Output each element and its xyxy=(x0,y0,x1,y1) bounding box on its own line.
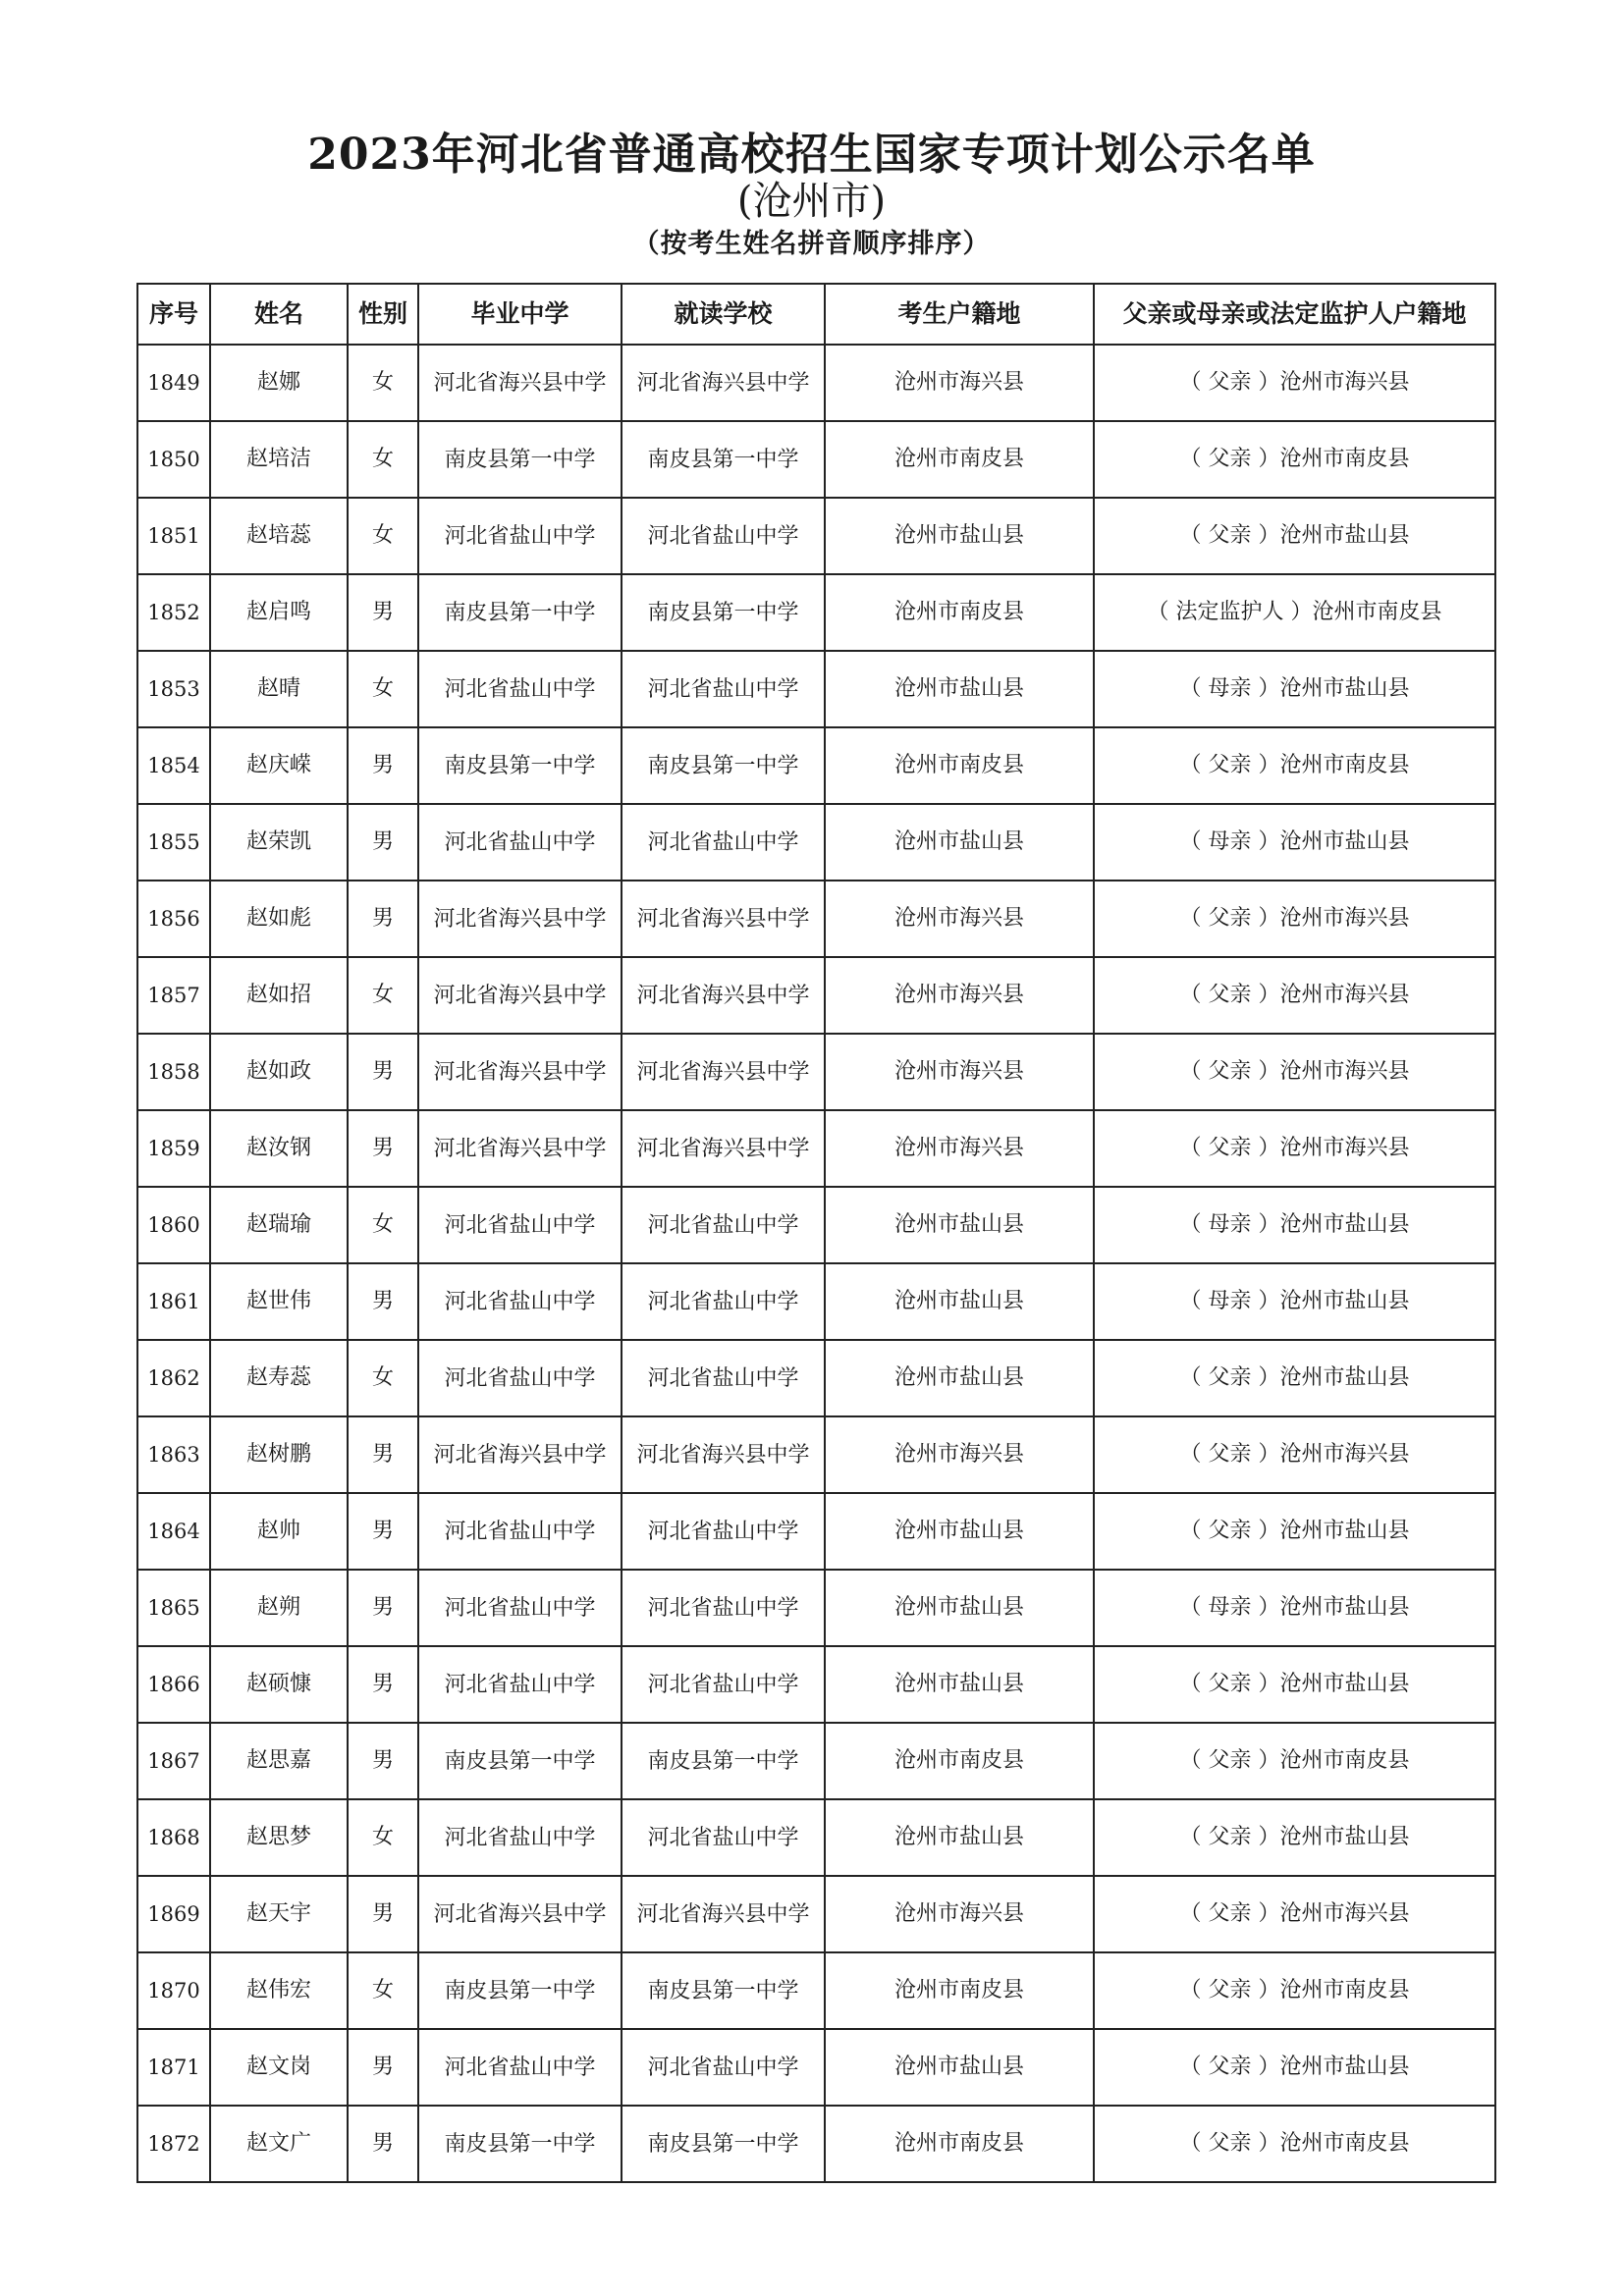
cell-gender: 男 xyxy=(348,1646,418,1723)
cell-study-school: 河北省海兴县中学 xyxy=(622,1876,825,1952)
cell-parent-hukou: （ 父亲 ）沧州市盐山县 xyxy=(1094,1646,1495,1723)
cell-grad-school: 河北省盐山中学 xyxy=(418,1799,622,1876)
table-row xyxy=(137,1263,1495,1340)
table-row xyxy=(137,1340,1495,1416)
cell-gender: 男 xyxy=(348,804,418,881)
table-row xyxy=(137,1493,1495,1570)
cell-hukou: 沧州市盐山县 xyxy=(825,1187,1094,1263)
cell-parent-hukou: （ 母亲 ）沧州市盐山县 xyxy=(1094,1570,1495,1646)
cell-name: 赵汝钢 xyxy=(210,1110,348,1187)
cell-name: 赵硕慷 xyxy=(210,1646,348,1723)
table-row xyxy=(137,2106,1495,2182)
cell-name: 赵文广 xyxy=(210,2106,348,2182)
cell-hukou: 沧州市盐山县 xyxy=(825,651,1094,727)
cell-grad-school: 南皮县第一中学 xyxy=(418,1723,622,1799)
cell-hukou: 沧州市盐山县 xyxy=(825,1570,1094,1646)
cell-grad-school: 南皮县第一中学 xyxy=(418,1952,622,2029)
cell-gender: 女 xyxy=(348,1952,418,2029)
cell-study-school: 南皮县第一中学 xyxy=(622,574,825,651)
cell-no: 1857 xyxy=(137,957,210,1034)
cell-name: 赵朔 xyxy=(210,1570,348,1646)
cell-grad-school: 河北省盐山中学 xyxy=(418,1263,622,1340)
sort-note: （按考生姓名拼音顺序排序） xyxy=(632,229,991,259)
cell-grad-school: 南皮县第一中学 xyxy=(418,2106,622,2182)
cell-parent-hukou: （ 父亲 ）沧州市南皮县 xyxy=(1094,2106,1495,2182)
cell-grad-school: 河北省盐山中学 xyxy=(418,1187,622,1263)
cell-no: 1864 xyxy=(137,1493,210,1570)
column-header-grad-school: 毕业中学 xyxy=(418,284,622,345)
cell-no: 1862 xyxy=(137,1340,210,1416)
cell-hukou: 沧州市南皮县 xyxy=(825,421,1094,498)
cell-no: 1855 xyxy=(137,804,210,881)
cell-hukou: 沧州市海兴县 xyxy=(825,1416,1094,1493)
cell-name: 赵如政 xyxy=(210,1034,348,1110)
table-row xyxy=(137,498,1495,574)
cell-gender: 女 xyxy=(348,1340,418,1416)
cell-grad-school: 南皮县第一中学 xyxy=(418,421,622,498)
table-row xyxy=(137,1952,1495,2029)
cell-name: 赵伟宏 xyxy=(210,1952,348,2029)
cell-study-school: 河北省盐山中学 xyxy=(622,1493,825,1570)
cell-no: 1870 xyxy=(137,1952,210,2029)
table-row xyxy=(137,2029,1495,2106)
cell-study-school: 河北省盐山中学 xyxy=(622,1263,825,1340)
cell-grad-school: 河北省海兴县中学 xyxy=(418,1416,622,1493)
cell-gender: 男 xyxy=(348,1416,418,1493)
cell-name: 赵如招 xyxy=(210,957,348,1034)
cell-gender: 女 xyxy=(348,345,418,421)
cell-grad-school: 河北省盐山中学 xyxy=(418,2029,622,2106)
cell-parent-hukou: （ 父亲 ）沧州市盐山县 xyxy=(1094,1340,1495,1416)
cell-no: 1858 xyxy=(137,1034,210,1110)
cell-gender: 男 xyxy=(348,1876,418,1952)
cell-gender: 男 xyxy=(348,1263,418,1340)
cell-grad-school: 河北省盐山中学 xyxy=(418,498,622,574)
cell-hukou: 沧州市盐山县 xyxy=(825,2029,1094,2106)
table-row xyxy=(137,727,1495,804)
cell-hukou: 沧州市南皮县 xyxy=(825,727,1094,804)
cell-grad-school: 河北省海兴县中学 xyxy=(418,881,622,957)
cell-study-school: 南皮县第一中学 xyxy=(622,727,825,804)
cell-name: 赵娜 xyxy=(210,345,348,421)
cell-parent-hukou: （ 父亲 ）沧州市海兴县 xyxy=(1094,1416,1495,1493)
cell-name: 赵天宇 xyxy=(210,1876,348,1952)
cell-parent-hukou: （ 父亲 ）沧州市海兴县 xyxy=(1094,1110,1495,1187)
cell-hukou: 沧州市海兴县 xyxy=(825,1110,1094,1187)
cell-hukou: 沧州市海兴县 xyxy=(825,957,1094,1034)
cell-name: 赵瑞瑜 xyxy=(210,1187,348,1263)
cell-name: 赵树鹏 xyxy=(210,1416,348,1493)
cell-study-school: 河北省盐山中学 xyxy=(622,2029,825,2106)
cell-hukou: 沧州市南皮县 xyxy=(825,1952,1094,2029)
cell-parent-hukou: （ 父亲 ）沧州市海兴县 xyxy=(1094,881,1495,957)
cell-hukou: 沧州市海兴县 xyxy=(825,1034,1094,1110)
cell-hukou: 沧州市海兴县 xyxy=(825,345,1094,421)
cell-gender: 女 xyxy=(348,498,418,574)
cell-gender: 男 xyxy=(348,2106,418,2182)
cell-name: 赵庆嵘 xyxy=(210,727,348,804)
cell-name: 赵启鸣 xyxy=(210,574,348,651)
cell-grad-school: 南皮县第一中学 xyxy=(418,727,622,804)
table-row xyxy=(137,345,1495,421)
cell-hukou: 沧州市海兴县 xyxy=(825,1876,1094,1952)
table-row xyxy=(137,1570,1495,1646)
table-row xyxy=(137,1416,1495,1493)
cell-hukou: 沧州市盐山县 xyxy=(825,1340,1094,1416)
cell-parent-hukou: （ 父亲 ）沧州市南皮县 xyxy=(1094,1952,1495,2029)
cell-gender: 男 xyxy=(348,1034,418,1110)
cell-hukou: 沧州市南皮县 xyxy=(825,2106,1094,2182)
cell-study-school: 河北省盐山中学 xyxy=(622,804,825,881)
cell-study-school: 河北省盐山中学 xyxy=(622,1646,825,1723)
cell-hukou: 沧州市盐山县 xyxy=(825,804,1094,881)
cell-study-school: 南皮县第一中学 xyxy=(622,1723,825,1799)
table-row xyxy=(137,1646,1495,1723)
header-row xyxy=(137,284,1495,345)
cell-grad-school: 河北省海兴县中学 xyxy=(418,1034,622,1110)
column-header-no: 序号 xyxy=(137,284,210,345)
cell-hukou: 沧州市盐山县 xyxy=(825,1263,1094,1340)
cell-no: 1854 xyxy=(137,727,210,804)
table-row xyxy=(137,804,1495,881)
table-row xyxy=(137,574,1495,651)
table-row xyxy=(137,1799,1495,1876)
table-row xyxy=(137,1723,1495,1799)
cell-study-school: 河北省盐山中学 xyxy=(622,651,825,727)
column-header-parent-hukou: 父亲或母亲或法定监护人户籍地 xyxy=(1094,284,1495,345)
cell-study-school: 河北省盐山中学 xyxy=(622,1187,825,1263)
cell-grad-school: 河北省盐山中学 xyxy=(418,1570,622,1646)
cell-gender: 男 xyxy=(348,727,418,804)
cell-gender: 男 xyxy=(348,1110,418,1187)
table-row xyxy=(137,651,1495,727)
cell-parent-hukou: （ 父亲 ）沧州市盐山县 xyxy=(1094,1799,1495,1876)
cell-name: 赵寿蕊 xyxy=(210,1340,348,1416)
cell-name: 赵如彪 xyxy=(210,881,348,957)
cell-parent-hukou: （ 父亲 ）沧州市南皮县 xyxy=(1094,421,1495,498)
cell-study-school: 河北省盐山中学 xyxy=(622,1340,825,1416)
cell-study-school: 河北省盐山中学 xyxy=(622,1570,825,1646)
cell-grad-school: 河北省盐山中学 xyxy=(418,1646,622,1723)
cell-gender: 女 xyxy=(348,421,418,498)
cell-no: 1871 xyxy=(137,2029,210,2106)
cell-hukou: 沧州市盐山县 xyxy=(825,498,1094,574)
cell-gender: 男 xyxy=(348,574,418,651)
cell-grad-school: 河北省盐山中学 xyxy=(418,1340,622,1416)
cell-no: 1849 xyxy=(137,345,210,421)
page-subtitle: (沧州市) xyxy=(736,179,887,224)
cell-name: 赵帅 xyxy=(210,1493,348,1570)
cell-no: 1872 xyxy=(137,2106,210,2182)
cell-gender: 男 xyxy=(348,1723,418,1799)
cell-study-school: 南皮县第一中学 xyxy=(622,2106,825,2182)
cell-no: 1869 xyxy=(137,1876,210,1952)
cell-name: 赵思嘉 xyxy=(210,1723,348,1799)
cell-grad-school: 河北省海兴县中学 xyxy=(418,345,622,421)
cell-grad-school: 河北省盐山中学 xyxy=(418,1493,622,1570)
cell-grad-school: 南皮县第一中学 xyxy=(418,574,622,651)
cell-gender: 男 xyxy=(348,1493,418,1570)
cell-gender: 男 xyxy=(348,1570,418,1646)
table-body xyxy=(137,345,1495,2182)
cell-no: 1850 xyxy=(137,421,210,498)
cell-name: 赵培洁 xyxy=(210,421,348,498)
cell-name: 赵文岗 xyxy=(210,2029,348,2106)
cell-hukou: 沧州市海兴县 xyxy=(825,881,1094,957)
cell-hukou: 沧州市南皮县 xyxy=(825,1723,1094,1799)
table-header xyxy=(137,284,1495,345)
cell-study-school: 河北省海兴县中学 xyxy=(622,1034,825,1110)
cell-study-school: 河北省海兴县中学 xyxy=(622,345,825,421)
cell-parent-hukou: （ 父亲 ）沧州市南皮县 xyxy=(1094,727,1495,804)
roster-table xyxy=(136,283,1496,2183)
cell-gender: 女 xyxy=(348,1187,418,1263)
cell-study-school: 河北省盐山中学 xyxy=(622,1799,825,1876)
cell-study-school: 南皮县第一中学 xyxy=(622,1952,825,2029)
cell-no: 1867 xyxy=(137,1723,210,1799)
cell-no: 1861 xyxy=(137,1263,210,1340)
cell-no: 1866 xyxy=(137,1646,210,1723)
cell-grad-school: 河北省海兴县中学 xyxy=(418,957,622,1034)
cell-parent-hukou: （ 父亲 ）沧州市盐山县 xyxy=(1094,2029,1495,2106)
cell-grad-school: 河北省海兴县中学 xyxy=(418,1876,622,1952)
cell-parent-hukou: （ 父亲 ）沧州市海兴县 xyxy=(1094,957,1495,1034)
cell-gender: 女 xyxy=(348,957,418,1034)
cell-parent-hukou: （ 母亲 ）沧州市盐山县 xyxy=(1094,804,1495,881)
cell-no: 1859 xyxy=(137,1110,210,1187)
cell-hukou: 沧州市盐山县 xyxy=(825,1646,1094,1723)
cell-name: 赵晴 xyxy=(210,651,348,727)
cell-parent-hukou: （ 父亲 ）沧州市盐山县 xyxy=(1094,498,1495,574)
table-row xyxy=(137,1876,1495,1952)
column-header-study-school: 就读学校 xyxy=(622,284,825,345)
cell-no: 1860 xyxy=(137,1187,210,1263)
cell-hukou: 沧州市盐山县 xyxy=(825,1799,1094,1876)
column-header-gender: 性别 xyxy=(348,284,418,345)
cell-parent-hukou: （ 父亲 ）沧州市海兴县 xyxy=(1094,345,1495,421)
cell-no: 1853 xyxy=(137,651,210,727)
cell-name: 赵世伟 xyxy=(210,1263,348,1340)
cell-parent-hukou: （ 父亲 ）沧州市盐山县 xyxy=(1094,1493,1495,1570)
table-row xyxy=(137,421,1495,498)
cell-study-school: 河北省海兴县中学 xyxy=(622,881,825,957)
cell-parent-hukou: （ 父亲 ）沧州市海兴县 xyxy=(1094,1876,1495,1952)
cell-gender: 男 xyxy=(348,2029,418,2106)
cell-grad-school: 河北省盐山中学 xyxy=(418,651,622,727)
cell-parent-hukou: （ 母亲 ）沧州市盐山县 xyxy=(1094,1187,1495,1263)
cell-study-school: 河北省海兴县中学 xyxy=(622,1416,825,1493)
table-row xyxy=(137,1187,1495,1263)
cell-hukou: 沧州市南皮县 xyxy=(825,574,1094,651)
cell-study-school: 河北省海兴县中学 xyxy=(622,957,825,1034)
column-header-hukou: 考生户籍地 xyxy=(825,284,1094,345)
table-row xyxy=(137,1110,1495,1187)
cell-grad-school: 河北省海兴县中学 xyxy=(418,1110,622,1187)
cell-parent-hukou: （ 父亲 ）沧州市海兴县 xyxy=(1094,1034,1495,1110)
cell-study-school: 南皮县第一中学 xyxy=(622,421,825,498)
cell-no: 1863 xyxy=(137,1416,210,1493)
cell-gender: 女 xyxy=(348,1799,418,1876)
cell-parent-hukou: （ 父亲 ）沧州市南皮县 xyxy=(1094,1723,1495,1799)
table-row xyxy=(137,881,1495,957)
cell-parent-hukou: （ 母亲 ）沧州市盐山县 xyxy=(1094,1263,1495,1340)
cell-study-school: 河北省盐山中学 xyxy=(622,498,825,574)
cell-name: 赵思梦 xyxy=(210,1799,348,1876)
cell-gender: 男 xyxy=(348,881,418,957)
cell-parent-hukou: （ 法定监护人 ）沧州市南皮县 xyxy=(1094,574,1495,651)
cell-parent-hukou: （ 母亲 ）沧州市盐山县 xyxy=(1094,651,1495,727)
cell-hukou: 沧州市盐山县 xyxy=(825,1493,1094,1570)
cell-name: 赵荣凯 xyxy=(210,804,348,881)
cell-no: 1851 xyxy=(137,498,210,574)
cell-no: 1865 xyxy=(137,1570,210,1646)
table-row xyxy=(137,957,1495,1034)
cell-no: 1856 xyxy=(137,881,210,957)
cell-grad-school: 河北省盐山中学 xyxy=(418,804,622,881)
column-header-name: 姓名 xyxy=(210,284,348,345)
cell-no: 1868 xyxy=(137,1799,210,1876)
page-title: 2023年河北省普通高校招生国家专项计划公示名单 xyxy=(307,130,1316,180)
cell-no: 1852 xyxy=(137,574,210,651)
table-row xyxy=(137,1034,1495,1110)
cell-name: 赵培蕊 xyxy=(210,498,348,574)
cell-study-school: 河北省海兴县中学 xyxy=(622,1110,825,1187)
cell-gender: 女 xyxy=(348,651,418,727)
